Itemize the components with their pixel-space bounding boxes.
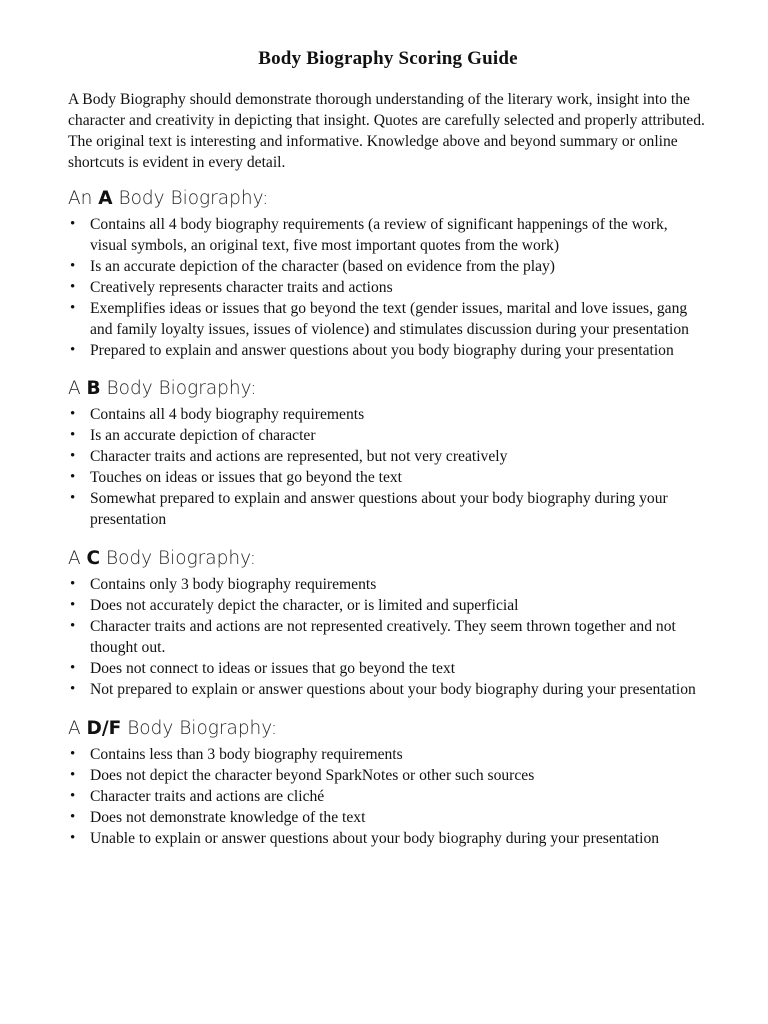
list-item — [68, 679, 708, 700]
criteria-list-b — [68, 404, 708, 530]
list-item-text: Character traits and actions are cliché — [90, 788, 325, 805]
document-title: Body Biography Scoring Guide — [258, 48, 518, 69]
heading-prefix: An — [68, 188, 99, 209]
bullet-icon: • — [70, 406, 76, 422]
heading-suffix: Body Biography: — [100, 548, 256, 569]
list-item — [68, 340, 708, 361]
bullet-icon: • — [70, 342, 76, 358]
list-item-text: Not prepared to explain or answer questions about your body biography during your presentation — [90, 681, 696, 698]
bullet-icon: • — [70, 258, 76, 274]
heading-prefix: A — [68, 378, 87, 399]
list-item — [68, 277, 708, 298]
list-item-text: Prepared to explain and answer questions about you body biography during your presentation — [90, 342, 674, 359]
list-item — [68, 828, 708, 849]
section-heading-c — [68, 547, 708, 571]
list-item — [68, 744, 708, 765]
bullet-icon: • — [70, 216, 76, 232]
bullet-icon: • — [70, 809, 76, 825]
list-item-text: Contains only 3 body biography requirements — [90, 576, 377, 593]
bullet-icon: • — [70, 427, 76, 443]
grade-letter: C — [86, 548, 101, 569]
list-item-text: Creatively represents character traits and actions — [90, 279, 393, 296]
grade-letter: D/F — [86, 718, 122, 739]
list-item-text: Does not connect to ideas or issues that go beyond the text — [90, 660, 456, 677]
list-item — [68, 786, 708, 807]
heading-prefix: A — [68, 548, 87, 569]
section-grade-a — [68, 187, 708, 361]
list-item — [68, 488, 708, 530]
list-item — [68, 765, 708, 786]
bullet-icon: • — [70, 830, 76, 846]
list-item-text: Touches on ideas or issues that go beyond the text — [90, 469, 403, 486]
bullet-icon: • — [70, 681, 76, 697]
list-item — [68, 616, 708, 658]
list-item-text: Is an accurate depiction of the character (based on evidence from the play) — [90, 258, 555, 275]
list-item — [68, 446, 708, 467]
bullet-icon: • — [70, 597, 76, 613]
bullet-icon: • — [70, 300, 76, 316]
section-heading-b — [68, 377, 708, 401]
intro-paragraph: A Body Biography should demonstrate thorough understanding of the literary work, insight into the character and creativity in depicting that insight. Quotes are carefully selected and properly attributed. The original text is interesting and informative. Knowledge above and beyond summary or online shortcuts is evident in every detail. — [68, 91, 705, 171]
list-item-text: Contains all 4 body biography requirements — [90, 406, 365, 423]
bullet-icon: • — [70, 490, 76, 506]
list-item — [68, 298, 708, 340]
bullet-icon: • — [70, 660, 76, 676]
list-item — [68, 467, 708, 488]
section-heading-a — [68, 187, 708, 211]
document-page — [68, 46, 708, 863]
bullet-icon: • — [70, 469, 76, 485]
list-item-text: Character traits and actions are represented, but not very creatively — [90, 448, 508, 465]
bullet-icon: • — [70, 767, 76, 783]
list-item — [68, 214, 708, 256]
bullet-icon: • — [70, 576, 76, 592]
list-item-text: Contains all 4 body biography requirements (a review of significant happenings of the work, visual symbols, an original text, five most important quotes from the work) — [90, 216, 668, 254]
grade-letter: B — [86, 378, 101, 399]
criteria-list-a — [68, 214, 708, 361]
list-item — [68, 404, 708, 425]
heading-prefix: A — [68, 718, 87, 739]
list-item — [68, 425, 708, 446]
heading-suffix: Body Biography: — [100, 378, 257, 399]
bullet-icon: • — [70, 788, 76, 804]
list-item — [68, 256, 708, 277]
list-item-text: Contains less than 3 body biography requirements — [90, 746, 403, 763]
criteria-list-df — [68, 744, 708, 849]
list-item-text: Does not depict the character beyond SparkNotes or other such sources — [90, 767, 535, 784]
criteria-list-c — [68, 574, 708, 700]
list-item-text: Exemplifies ideas or issues that go beyond the text (gender issues, marital and love issues, gang and family loyalty issues, issues of violence) and stimulates discussion during your presentation — [90, 300, 689, 338]
heading-suffix: Body Biography: — [121, 718, 278, 739]
list-item — [68, 658, 708, 679]
bullet-icon: • — [70, 279, 76, 295]
list-item-text: Character traits and actions are not represented creatively. They seem thrown together and not thought out. — [90, 618, 676, 656]
list-item-text: Somewhat prepared to explain and answer questions about your body biography during your presentation — [90, 490, 668, 528]
section-grade-df — [68, 717, 708, 849]
bullet-icon: • — [70, 448, 76, 464]
list-item-text: Does not demonstrate knowledge of the text — [90, 809, 366, 826]
list-item-text: Is an accurate depiction of character — [90, 427, 316, 444]
section-heading-df — [68, 717, 708, 741]
list-item-text: Unable to explain or answer questions about your body biography during your presentation — [90, 830, 660, 847]
list-item — [68, 595, 708, 616]
list-item — [68, 574, 708, 595]
section-grade-c — [68, 547, 708, 700]
bullet-icon: • — [70, 618, 76, 634]
section-grade-b — [68, 377, 708, 530]
bullet-icon: • — [70, 746, 76, 762]
heading-suffix: Body Biography: — [112, 188, 269, 209]
grade-letter: A — [98, 188, 113, 209]
list-item-text: Does not accurately depict the character, or is limited and superficial — [90, 597, 519, 614]
list-item — [68, 807, 708, 828]
